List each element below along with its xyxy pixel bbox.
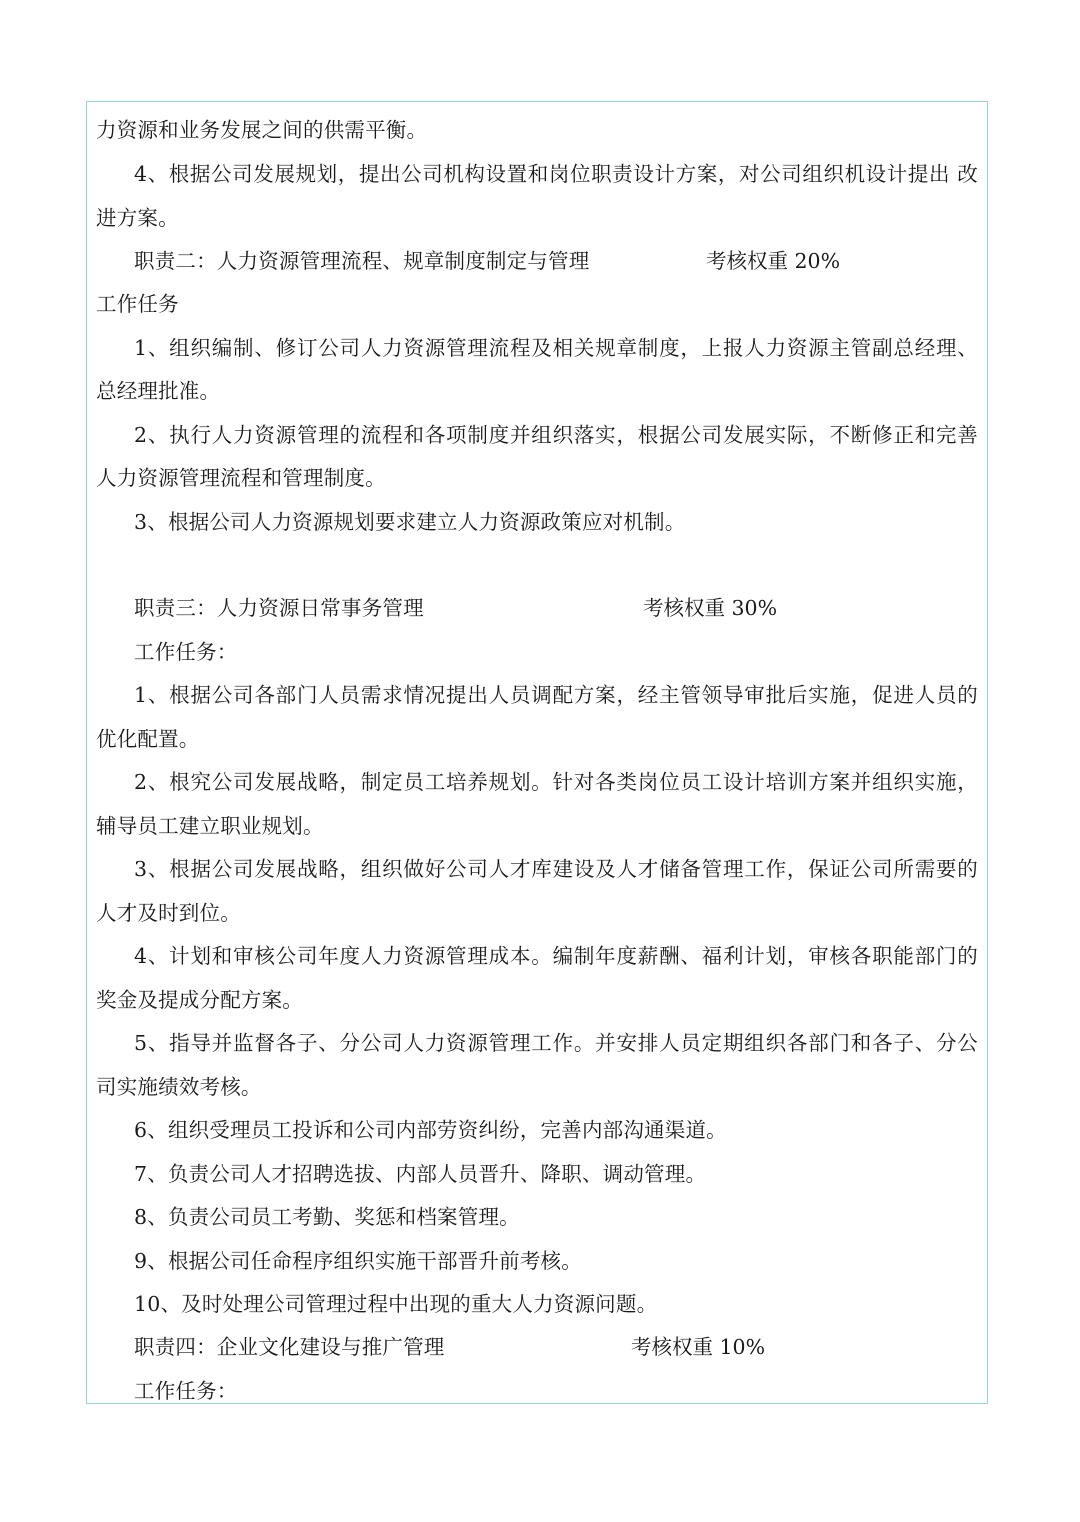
text-line: 总经理批准。 [96, 379, 221, 403]
text-line: 辅导员工建立职业规划。 [96, 814, 324, 838]
text-line: 人才及时到位。 [96, 901, 241, 925]
section-label: 工作任务： [134, 1379, 238, 1403]
duty-2-weight: 考核权重 20% [706, 249, 841, 273]
duty-3-weight: 考核权重 30% [643, 596, 778, 620]
text-line: 奖金及提成分配方案。 [96, 988, 303, 1012]
text-line: 进方案。 [96, 206, 179, 230]
text-line: 人力资源管理流程和管理制度。 [96, 466, 386, 490]
section-label: 工作任务 [96, 292, 179, 316]
duty-2-title: 职责二：人力资源管理流程、规章制度制定与管理 [134, 249, 590, 273]
text-line: 3、根据公司人力资源规划要求建立人力资源政策应对机制。 [134, 510, 686, 534]
text-line: 4、根据公司发展规划，提出公司机构设置和岗位职责设计方案，对公司组织机设计提出 改 [134, 162, 978, 186]
text-line: 力资源和业务发展之间的供需平衡。 [96, 118, 428, 142]
duty-3-title: 职责三：人力资源日常事务管理 [134, 596, 424, 620]
text-line: 5、指导并监督各子、分公司人力资源管理工作。并安排人员定期组织各部门和各子、分公 [134, 1031, 978, 1055]
text-line: 司实施绩效考核。 [96, 1075, 262, 1099]
text-line: 1、组织编制、修订公司人力资源管理流程及相关规章制度，上报人力资源主管副总经理、 [134, 336, 978, 360]
text-line: 6、组织受理员工投诉和公司内部劳资纠纷，完善内部沟通渠道。 [134, 1118, 727, 1142]
text-line: 优化配置。 [96, 727, 200, 751]
duty-4-weight: 考核权重 10% [631, 1335, 766, 1359]
text-line: 1、根据公司各部门人员需求情况提出人员调配方案，经主管领导审批后实施，促进人员的 [134, 683, 978, 707]
text-line: 10、及时处理公司管理过程中出现的重大人力资源问题。 [134, 1292, 658, 1316]
text-line: 3、根据公司发展战略，组织做好公司人才库建设及人才储备管理工作，保证公司所需要的 [134, 857, 978, 881]
duty-4-title: 职责四：企业文化建设与推广管理 [134, 1335, 445, 1359]
text-line: 8、负责公司员工考勤、奖惩和档案管理。 [134, 1205, 520, 1229]
text-line: 2、执行人力资源管理的流程和各项制度并组织落实，根据公司发展实际，不断修正和完善 [134, 423, 978, 447]
text-line: 2、根究公司发展战略，制定员工培养规划。针对各类岗位员工设计培训方案并组织实施， [134, 770, 978, 794]
section-label: 工作任务： [134, 640, 238, 664]
text-line: 9、根据公司任命程序组织实施干部晋升前考核。 [134, 1249, 582, 1273]
text-line: 7、负责公司人才招聘选拔、内部人员晋升、降职、调动管理。 [134, 1162, 707, 1186]
text-line: 4、计划和审核公司年度人力资源管理成本。编制年度薪酬、福利计划，审核各职能部门的 [134, 944, 978, 968]
